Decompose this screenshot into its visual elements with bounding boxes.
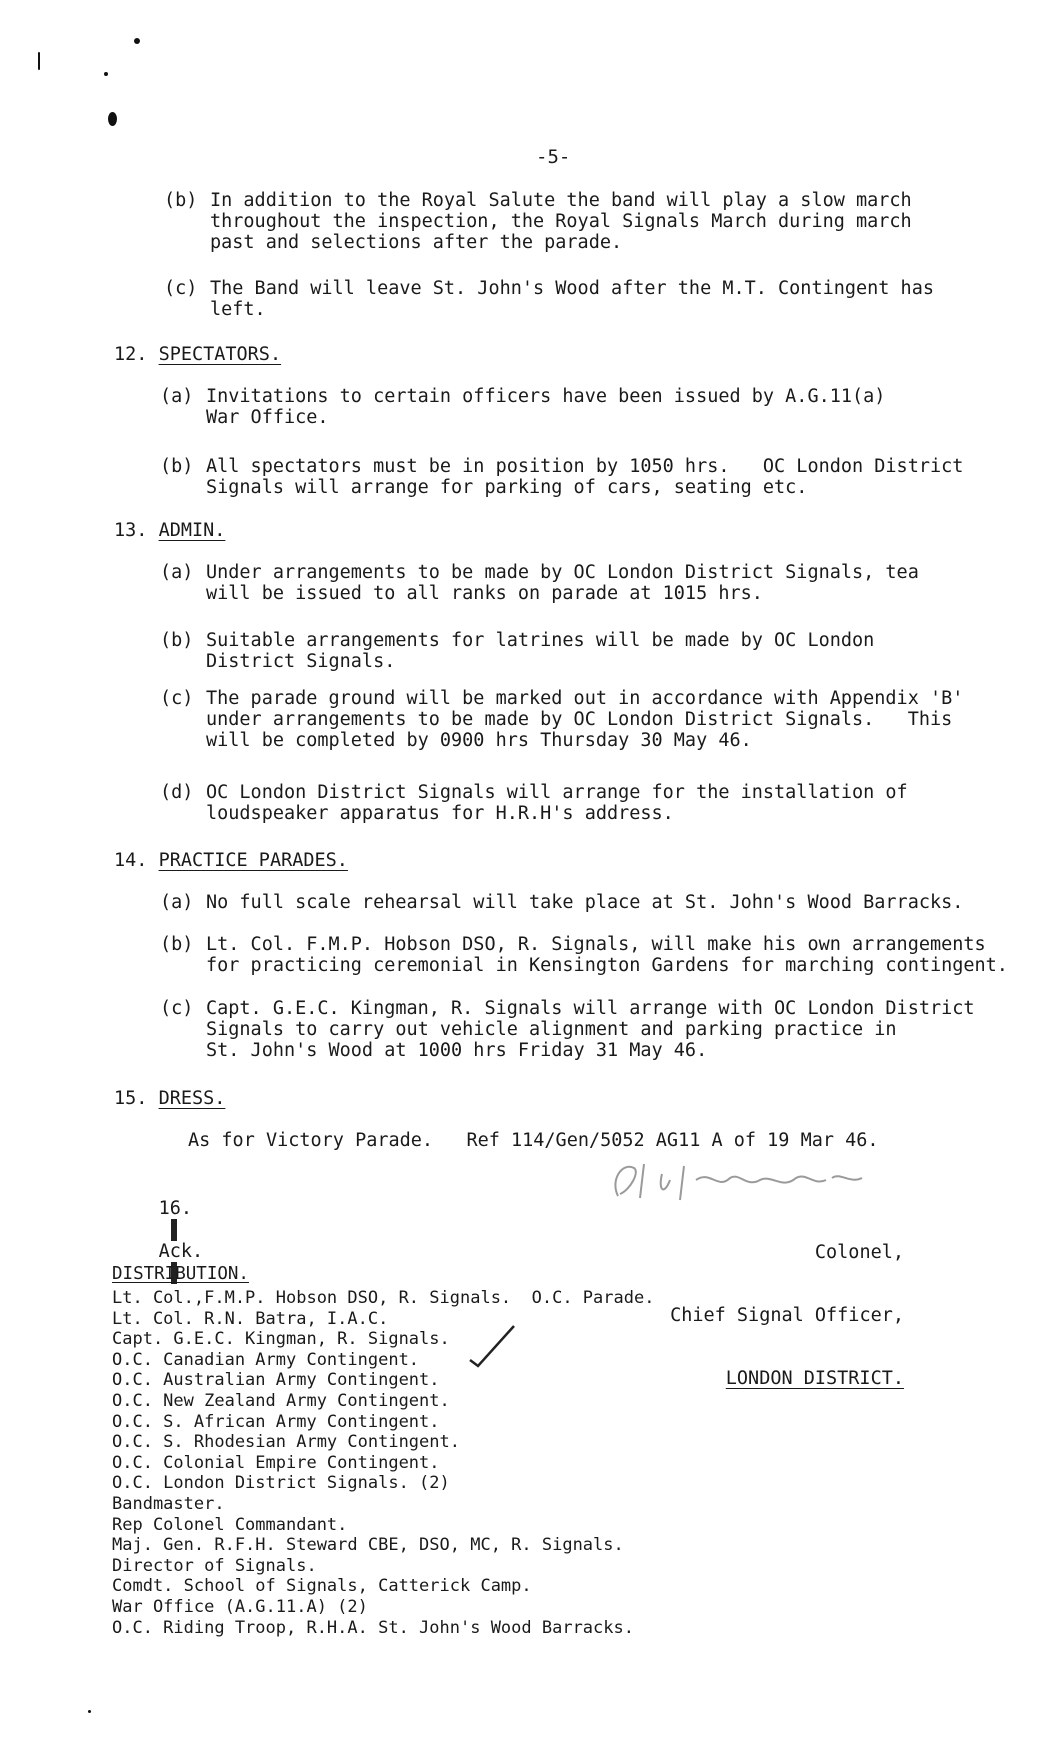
subparagraph-line: Under arrangements to be made by OC London District Signals, tea [206,562,919,583]
section-body: As for Victory Parade. Ref 114/Gen/5052 AG11 A of 19 Mar 46. [188,1130,879,1151]
distribution-entry: Bandmaster. [112,1493,225,1514]
distribution-entry: O.C. S. African Army Contingent. [112,1411,440,1432]
scan-speck [108,112,117,126]
distribution-entry: Lt. Col.,F.M.P. Hobson DSO, R. Signals. O.C. Parade. [112,1288,655,1308]
distribution-entry: O.C. Colonial Empire Contingent. [112,1452,440,1473]
subparagraph-label: (a) [160,892,194,913]
scan-speck [134,38,140,44]
subparagraph-label: (b) [160,456,194,477]
distribution-entry: O.C. London District Signals. (2) [112,1473,450,1494]
subparagraph-label: (b) [160,630,194,651]
section-heading [114,344,281,365]
distribution-title: DISTRIBUTION. [112,1264,249,1284]
subparagraph-label: (a) [160,386,194,407]
subparagraph-line: In addition to the Royal Salute the band will play a slow march [210,190,912,211]
distribution-list [112,1288,654,1638]
subparagraph-label: (a) [160,562,194,583]
subparagraph-line: will be issued to all ranks on parade at 1015 hrs. [206,583,763,604]
subparagraph-line: will be completed by 0900 hrs Thursday 30 May 46. [206,730,752,751]
subparagraph-line: District Signals. [206,651,396,672]
distribution-entry: War Office (A.G.11.A) (2) [112,1596,368,1617]
subparagraph-line: past and selections after the parade. [210,232,623,253]
ack-number: 16. [158,1198,192,1219]
section-heading [114,520,225,541]
distribution-entry: Director of Signals. [112,1555,317,1576]
distribution-entry: O.C. S. Rhodesian Army Contingent. [112,1432,460,1453]
section-heading [114,850,348,871]
subparagraph-label: (c) [164,278,198,299]
distribution-entry: Rep Colonel Commandant. [112,1514,348,1535]
ack-text: Ack. [158,1241,204,1262]
ack-mark-left [171,1219,177,1241]
section-title: PRACTICE PARADES. [158,850,348,871]
distribution-entry: O.C. New Zealand Army Contingent. [112,1390,450,1411]
subparagraph-line: Invitations to certain officers have been issued by A.G.11(a) [206,386,886,407]
page-number: -5- [536,146,571,168]
subparagraph-line: Lt. Col. F.M.P. Hobson DSO, R. Signals, will make his own arrangements [206,934,986,955]
ack-line [114,1177,203,1305]
subparagraph-line: left. [210,299,266,320]
section-number: 13. [114,520,159,541]
subparagraph-line: St. John's Wood at 1000 hrs Friday 31 May 46. [206,1040,708,1061]
subparagraph-line: under arrangements to be made by OC London District Signals. This [206,709,953,730]
subparagraph-line: The Band will leave St. John's Wood after the M.T. Contingent has [210,278,934,299]
scan-speck [104,72,108,76]
subparagraph-line: Signals to carry out vehicle alignment and parking practice in [206,1019,897,1040]
subparagraph-label: (c) [160,688,194,709]
distribution-entry: Lt. Col. R.N. Batra, I.A.C. [112,1308,389,1329]
distribution-entry: Maj. Gen. R.F.H. Steward CBE, DSO, MC, R. Signals. [112,1535,624,1556]
subparagraph-line: OC London District Signals will arrange for the installation of [206,782,908,803]
subparagraph-line: throughout the inspection, the Royal Signals March during march [210,211,912,232]
signatory-appointment: Chief Signal Officer, [670,1305,904,1326]
section-number: 14. [114,850,159,871]
subparagraph-label: (b) [164,190,198,211]
subparagraph-label: (b) [160,934,194,955]
section-number: 15. [114,1088,159,1109]
signature-block [670,1200,904,1431]
subparagraph-line: for practicing ceremonial in Kensington Gardens for marching contingent. [206,955,1008,976]
subparagraph-label: (d) [160,782,194,803]
distribution-entry: Comdt. School of Signals, Catterick Camp. [112,1576,532,1597]
scan-speck [38,52,40,70]
subparagraph-line: Signals will arrange for parking of cars, seating etc. [206,477,808,498]
distribution-entry: Capt. G.E.C. Kingman, R. Signals. [112,1329,450,1350]
subparagraph-line: The parade ground will be marked out in accordance with Appendix 'B' [206,688,964,709]
distribution-entry: O.C. Canadian Army Contingent. [112,1349,420,1370]
section-title: DRESS. [158,1088,226,1109]
subparagraph-label: (c) [160,998,194,1019]
scan-speck [88,1710,91,1713]
distribution-entry: O.C. Riding Troop, R.H.A. St. John's Wood Barracks. [112,1617,634,1638]
subparagraph-line: Suitable arrangements for latrines will be made by OC London [206,630,875,651]
subparagraph-line: All spectators must be in position by 1050 hrs. OC London District [206,456,964,477]
subparagraph-line: No full scale rehearsal will take place at St. John's Wood Barracks. [206,892,964,913]
section-number: 12. [114,344,159,365]
section-heading [114,1088,225,1109]
section-title: SPECTATORS. [158,344,282,365]
subparagraph-line: War Office. [206,407,329,428]
signatory-rank: Colonel, [814,1242,904,1263]
distribution-entry: O.C. Australian Army Contingent. [112,1370,440,1391]
subparagraph-line: loudspeaker apparatus for H.R.H's address. [206,803,674,824]
section-title: ADMIN. [158,520,226,541]
signatory-district: LONDON DISTRICT. [725,1368,904,1389]
subparagraph-line: Capt. G.E.C. Kingman, R. Signals will arrange with OC London District [206,998,975,1019]
